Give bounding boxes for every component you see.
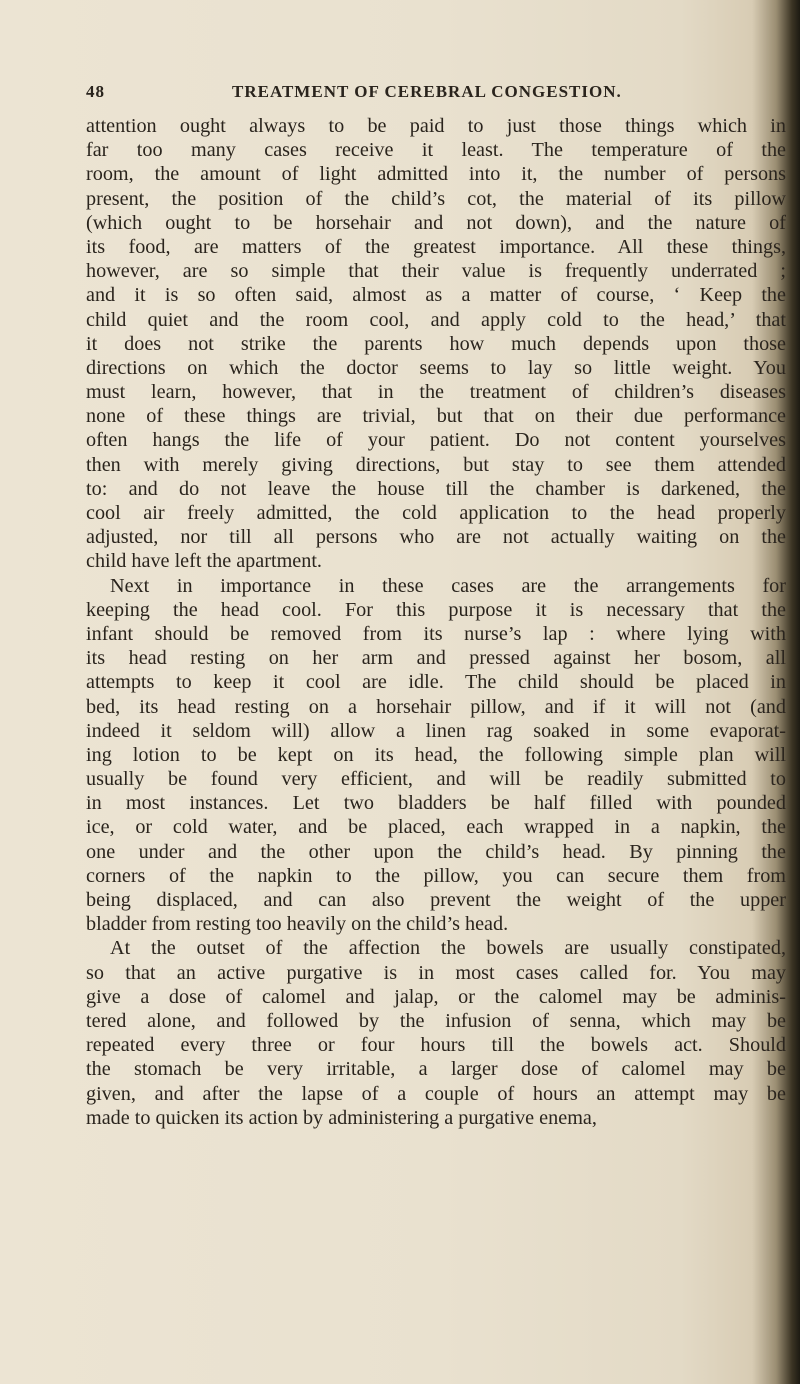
text-line: in most instances. Let two bladders be half filled with pounded: [86, 792, 786, 815]
text-line: none of these things are trivial, but that on their due performance: [86, 405, 786, 428]
text-line: to: and do not leave the house till the chamber is darkened, the: [86, 477, 786, 500]
text-line: ice, or cold water, and be placed, each wrapped in a napkin, the: [86, 816, 786, 839]
running-head: [86, 82, 786, 110]
text-line: (which ought to be horsehair and not down), and the nature of: [86, 211, 786, 234]
text-line: At the outset of the affection the bowels are usually constipated,: [110, 937, 786, 960]
running-head-title: TREATMENT OF CEREBRAL CONGESTION.: [232, 82, 622, 101]
text-line: indeed it seldom will) allow a linen rag soaked in some evaporat-: [86, 719, 786, 742]
text-line: bed, its head resting on a horsehair pillow, and if it will not (and: [86, 695, 786, 718]
text-line: its food, are matters of the greatest importance. All these things,: [86, 235, 786, 258]
text-line: child have left the apartment.: [86, 550, 322, 573]
text-line: given, and after the lapse of a couple of hours an attempt may be: [86, 1082, 786, 1105]
text-line: attention ought always to be paid to just those things which in: [86, 115, 786, 137]
text-line: directions on which the doctor seems to lay so little weight. You: [86, 356, 786, 379]
text-line: bladder from resting too heavily on the child’s head.: [86, 913, 509, 936]
text-line: being displaced, and can also prevent the weight of the upper: [86, 889, 786, 911]
text-line: give a dose of calomel and jalap, or the calomel may be adminis-: [86, 985, 786, 1008]
text-line: attempts to keep it cool are idle. The child should be placed in: [86, 671, 786, 694]
text-line: its head resting on her arm and pressed against her bosom, all: [86, 647, 786, 670]
text-line: then with merely giving directions, but stay to see them attended: [86, 453, 786, 476]
text-line: Next in importance in these cases are the arrangements for: [110, 574, 786, 597]
text-line: infant should be removed from its nurse’s lap : where lying with: [86, 622, 786, 645]
text-line: tered alone, and followed by the infusion of senna, which may be: [86, 1009, 786, 1032]
text-line: it does not strike the parents how much depends upon those: [86, 332, 786, 355]
text-line: room, the amount of light admitted into it, the number of persons: [86, 163, 786, 186]
text-line: must learn, however, that in the treatment of children’s diseases: [86, 381, 786, 404]
text-line: keeping the head cool. For this purpose it is necessary that the: [86, 598, 786, 621]
page-number: 48: [86, 82, 105, 101]
text-line: cool air freely admitted, the cold application to the head properly: [86, 502, 786, 524]
text-line: adjusted, nor till all persons who are not actually waiting on the: [86, 526, 786, 549]
text-line: the stomach be very irritable, a larger dose of calomel may be: [86, 1058, 786, 1081]
text-line: far too many cases receive it least. The temperature of the: [86, 139, 786, 162]
text-line: corners of the napkin to the pillow, you can secure them from: [86, 864, 786, 887]
text-line: however, are so simple that their value is frequently underrated ;: [86, 260, 786, 283]
text-line: repeated every three or four hours till the bowels act. Should: [86, 1034, 786, 1057]
text-line: and it is so often said, almost as a matter of course, ‘ Keep the: [86, 284, 786, 307]
body-text: [86, 114, 786, 1130]
text-line: so that an active purgative is in most cases called for. You may: [86, 961, 786, 984]
text-line: present, the position of the child’s cot, the material of its pillow: [86, 187, 786, 210]
text-line: often hangs the life of your patient. Do not content yourselves: [86, 429, 786, 452]
text-line: child quiet and the room cool, and apply cold to the head,’ that: [86, 308, 786, 331]
text-line: usually be found very efficient, and will be readily submitted to: [86, 768, 786, 791]
text-line: ing lotion to be kept on its head, the following simple plan will: [86, 743, 786, 766]
text-line: made to quicken its action by administering a purgative enema,: [86, 1106, 597, 1129]
text-line: one under and the other upon the child’s head. By pinning the: [86, 840, 786, 863]
